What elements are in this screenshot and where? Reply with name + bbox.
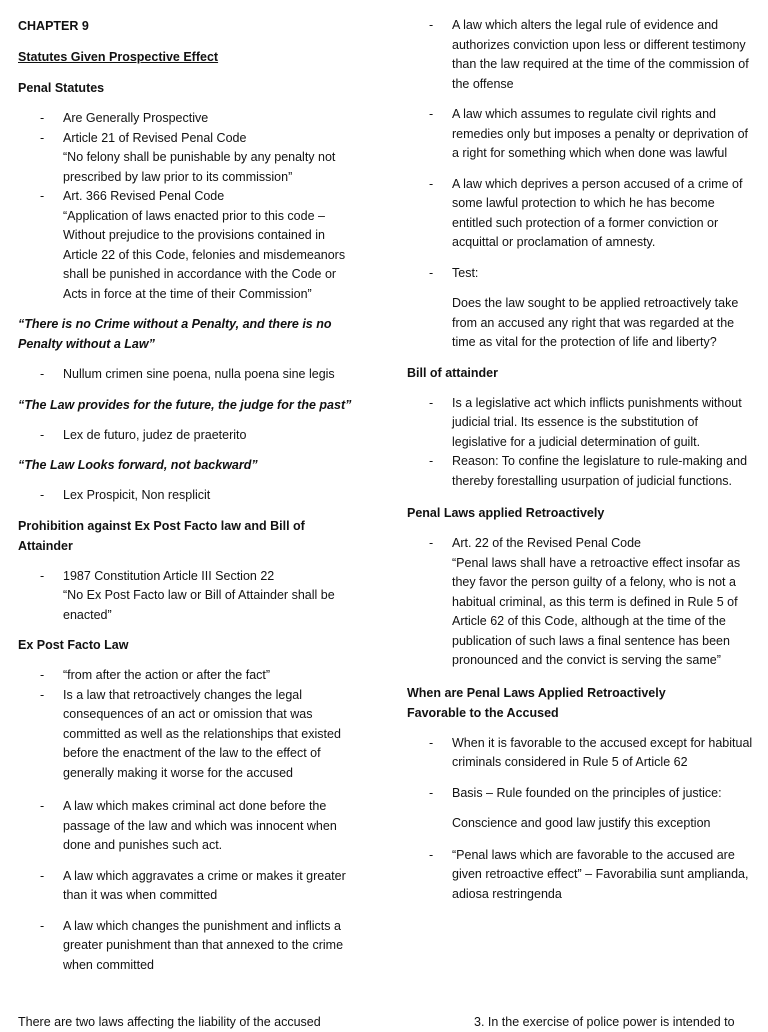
list-item: - Test: — [429, 265, 479, 280]
list-item: - “Penal laws which are favorable to the accused are given retroactive effect” – Favorabilia sunt amplianda, adiosa restringenda — [429, 847, 749, 901]
maxim-list — [18, 486, 358, 506]
next-page-left-text: There are two laws affecting the liability of the accused — [18, 1015, 321, 1029]
retroactive-list — [407, 534, 755, 671]
list-item: - Lex Prospicit, Non resplicit — [40, 488, 211, 502]
ex-post-facto-list — [18, 666, 358, 783]
when-retroactive-heading: When are Penal Laws Applied Retroactively Favorable to the Accused — [407, 685, 666, 720]
section-title: Statutes Given Prospective Effect — [18, 50, 219, 64]
right-column — [407, 16, 755, 914]
ex-post-facto-continued-list — [407, 16, 755, 283]
when-retroactive-list — [407, 734, 755, 804]
retroactive-heading: Penal Laws applied Retroactively — [407, 506, 605, 520]
list-item: - A law which assumes to regulate civil rights and remedies only but imposes a penalty or deprivation of a right for something which when done was lawful — [429, 107, 748, 160]
prohibition-quote: “No Ex Post Facto law or Bill of Attainder shall be enacted” — [63, 588, 335, 622]
list-item: - Article 21 of Revised Penal Code “No felony shall be punishable by any penalty not prescribed by law prior to its commission” — [18, 129, 358, 188]
maxim-list — [18, 365, 358, 385]
maxim-heading: “The Law Looks forward, not backward” — [18, 458, 258, 472]
list-item: - Basis – Rule founded on the principles of justice: — [429, 785, 722, 800]
ex-post-facto-types-list — [18, 797, 358, 975]
list-item: - A law which aggravates a crime or makes it greater than it was when committed — [40, 868, 346, 902]
list-item: - Lex de futuro, judez de praeterito — [40, 427, 247, 442]
list-item: - Is a legislative act which inflicts punishments without judicial trial. Its essence is the substitution of legislative for a judicial determination of guilt. — [429, 395, 742, 449]
favorabilia-list — [407, 846, 755, 905]
list-item: - Reason: To confine the legislature to rule-making and thereby forestalling usurpation of judicial functions. — [429, 454, 748, 488]
list-item: - “from after the action or after the fact” — [40, 668, 271, 682]
list-item: - A law which deprives a person accused of a crime of some lawful protection to which he has become entitled such protection of a former conviction or acquittal or proclamation of amnesty. — [429, 176, 743, 249]
ex-post-facto-heading: Ex Post Facto Law — [18, 638, 129, 652]
list-item: - Art. 366 Revised Penal Code “Application of laws enacted prior to this code – Without prejudice to the provisions contained in Article 22 of this Code, felonies and misdemeanors shall be punished in accordance with the Code or Acts in force at the time of their Commission” — [18, 187, 358, 304]
penal-statutes-list — [18, 109, 358, 304]
penal-statutes-heading: Penal Statutes — [18, 81, 105, 95]
prohibition-heading: Prohibition against Ex Post Facto law and Bill of Attainder — [18, 518, 305, 553]
art366-quote: “Application of laws enacted prior to this code – Without prejudice to the provisions contained in Article 22 of this Code, felonies and misdemeanors shall be punished in accordance with the Code or Acts in force at the time of their Commission” — [63, 208, 346, 301]
art21-quote: “No felony shall be punishable by any penalty not prescribed by law prior to its commission” — [63, 150, 336, 184]
list-item: - A law which makes criminal act done before the passage of the law and which was innocent when done and punishes such act. — [40, 799, 337, 852]
bill-of-attainder-list — [407, 394, 755, 492]
list-item: - Is a law that retroactively changes the legal consequences of an act or omission that was committed as well as the relationships that existed before the enactment of the law to the effect of generally making it worse for the accused — [40, 687, 341, 780]
list-item: - Are Generally Prospective — [40, 111, 209, 125]
list-item: - Art. 22 of the Revised Penal Code “Penal laws shall have a retroactive effect insofar as they favor the person guilty of a felony, who is not a habitual criminal, as this term is defined in Rule 5 of Article 62 of this Code, although at the time of the publication of such laws a final sentence has been pronounced and the convict is serving the same” — [407, 534, 755, 671]
list-item: - A law which changes the punishment and inflicts a greater punishment than that annexed to the crime when committed — [40, 918, 344, 972]
maxim-list — [18, 426, 358, 446]
prohibition-list — [18, 567, 358, 626]
conscience-text: Conscience and good law justify this exception — [452, 816, 711, 830]
test-question: Does the law sought to be applied retroactively take from an accused any right that was regarded at the time as vital for the protection of life and liberty? — [452, 296, 739, 349]
list-item: - When it is favorable to the accused except for habitual criminals considered in Rule 5 of Article 62 — [429, 735, 753, 769]
art22-quote: “Penal laws shall have a retroactive effect insofar as they favor the person guilty of a felony, who is not a habitual criminal, as this term is defined in Rule 5 of Article 62 of this Code, although at the time of the publication of such laws a final sentence has been pronounced and the convict is serving the same” — [452, 555, 741, 667]
maxim-heading: “The Law provides for the future, the judge for the past” — [18, 397, 352, 412]
list-item: - Nullum crimen sine poena, nulla poena sine legis — [40, 367, 335, 381]
chapter-title: CHAPTER 9 — [18, 19, 89, 33]
list-item: - 1987 Constitution Article III Section 22 “No Ex Post Facto law or Bill of Attainder shall be enacted” — [18, 567, 358, 626]
bill-of-attainder-heading: Bill of attainder — [407, 365, 498, 380]
maxim-heading: “There is no Crime without a Penalty, and there is no Penalty without a Law” — [18, 317, 332, 351]
list-item: - A law which alters the legal rule of evidence and authorizes conviction upon less or different testimony than the law required at the time of the commission of the offense — [429, 18, 749, 91]
next-page-right-text: 3. In the exercise of police power is intended to — [474, 1015, 735, 1029]
left-column — [18, 14, 358, 986]
